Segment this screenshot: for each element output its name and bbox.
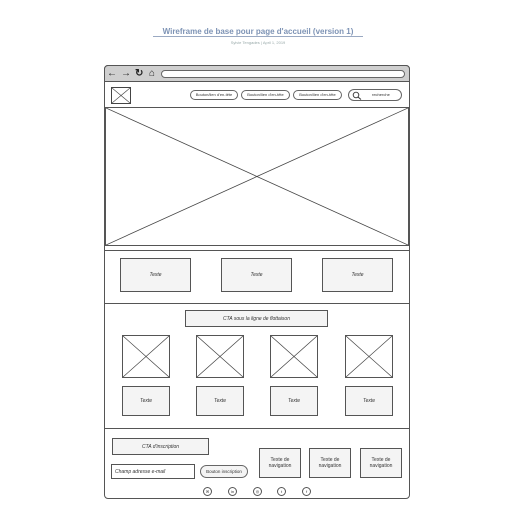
image-placeholder-icon	[123, 336, 169, 377]
forward-arrow-icon[interactable]: →	[121, 68, 131, 79]
feature-text-1: Texte	[120, 258, 191, 292]
card-text-3: Texte	[270, 386, 318, 416]
page-title: Wireframe de base pour page d'accueil (version 1)	[162, 27, 354, 36]
hero-image-placeholder	[105, 107, 409, 246]
title-divider	[153, 36, 363, 37]
instagram-icon[interactable]: ◎	[253, 487, 262, 496]
feature-text-3: Texte	[322, 258, 393, 292]
header-link-3[interactable]: Bouton/lien d'en-tête	[293, 90, 342, 100]
card-image-4	[345, 335, 393, 378]
features-divider	[104, 250, 410, 251]
feature-text-2: Texte	[221, 258, 292, 292]
search-label: recherche	[372, 92, 390, 97]
signup-button[interactable]: Bouton inscription	[200, 465, 248, 478]
page-subtitle: Sylvie Tengades | April 1, 2019	[230, 40, 286, 45]
linkedin-icon[interactable]: in	[228, 487, 237, 496]
email-field[interactable]: Champ adresse e-mail	[111, 464, 195, 479]
email-icon[interactable]: ✉	[203, 487, 212, 496]
image-placeholder-icon	[271, 336, 317, 377]
card-image-3	[270, 335, 318, 378]
footer-nav-2[interactable]: Texte de navigation	[309, 448, 351, 478]
card-text-1: Texte	[122, 386, 170, 416]
image-placeholder-icon	[112, 88, 130, 103]
header-link-2[interactable]: Bouton/lien d'en-tête	[241, 90, 290, 100]
logo-placeholder[interactable]	[111, 87, 131, 104]
card-image-2	[196, 335, 244, 378]
cta-below-fold-button[interactable]: CTA sous la ligne de flottaison	[185, 310, 328, 327]
signup-cta-button[interactable]: CTA d'inscription	[112, 438, 209, 455]
address-bar[interactable]	[161, 70, 405, 78]
header-link-1[interactable]: Bouton/lien d'en-tête	[190, 90, 238, 100]
twitter-icon[interactable]: t	[277, 487, 286, 496]
image-placeholder-icon	[346, 336, 392, 377]
card-text-4: Texte	[345, 386, 393, 416]
footer-nav-1[interactable]: Texte de navigation	[259, 448, 301, 478]
search-icon	[352, 91, 362, 100]
card-image-1	[122, 335, 170, 378]
image-placeholder-icon	[106, 108, 408, 245]
home-icon[interactable]: ⌂	[149, 68, 156, 79]
back-arrow-icon[interactable]: ←	[107, 68, 117, 79]
footer-nav-3[interactable]: Texte de navigation	[360, 448, 402, 478]
reload-icon[interactable]: ↻	[135, 68, 144, 79]
facebook-icon[interactable]: f	[302, 487, 311, 496]
card-text-2: Texte	[196, 386, 244, 416]
footer-divider	[104, 428, 410, 429]
image-placeholder-icon	[197, 336, 243, 377]
cta-section-divider	[104, 303, 410, 304]
